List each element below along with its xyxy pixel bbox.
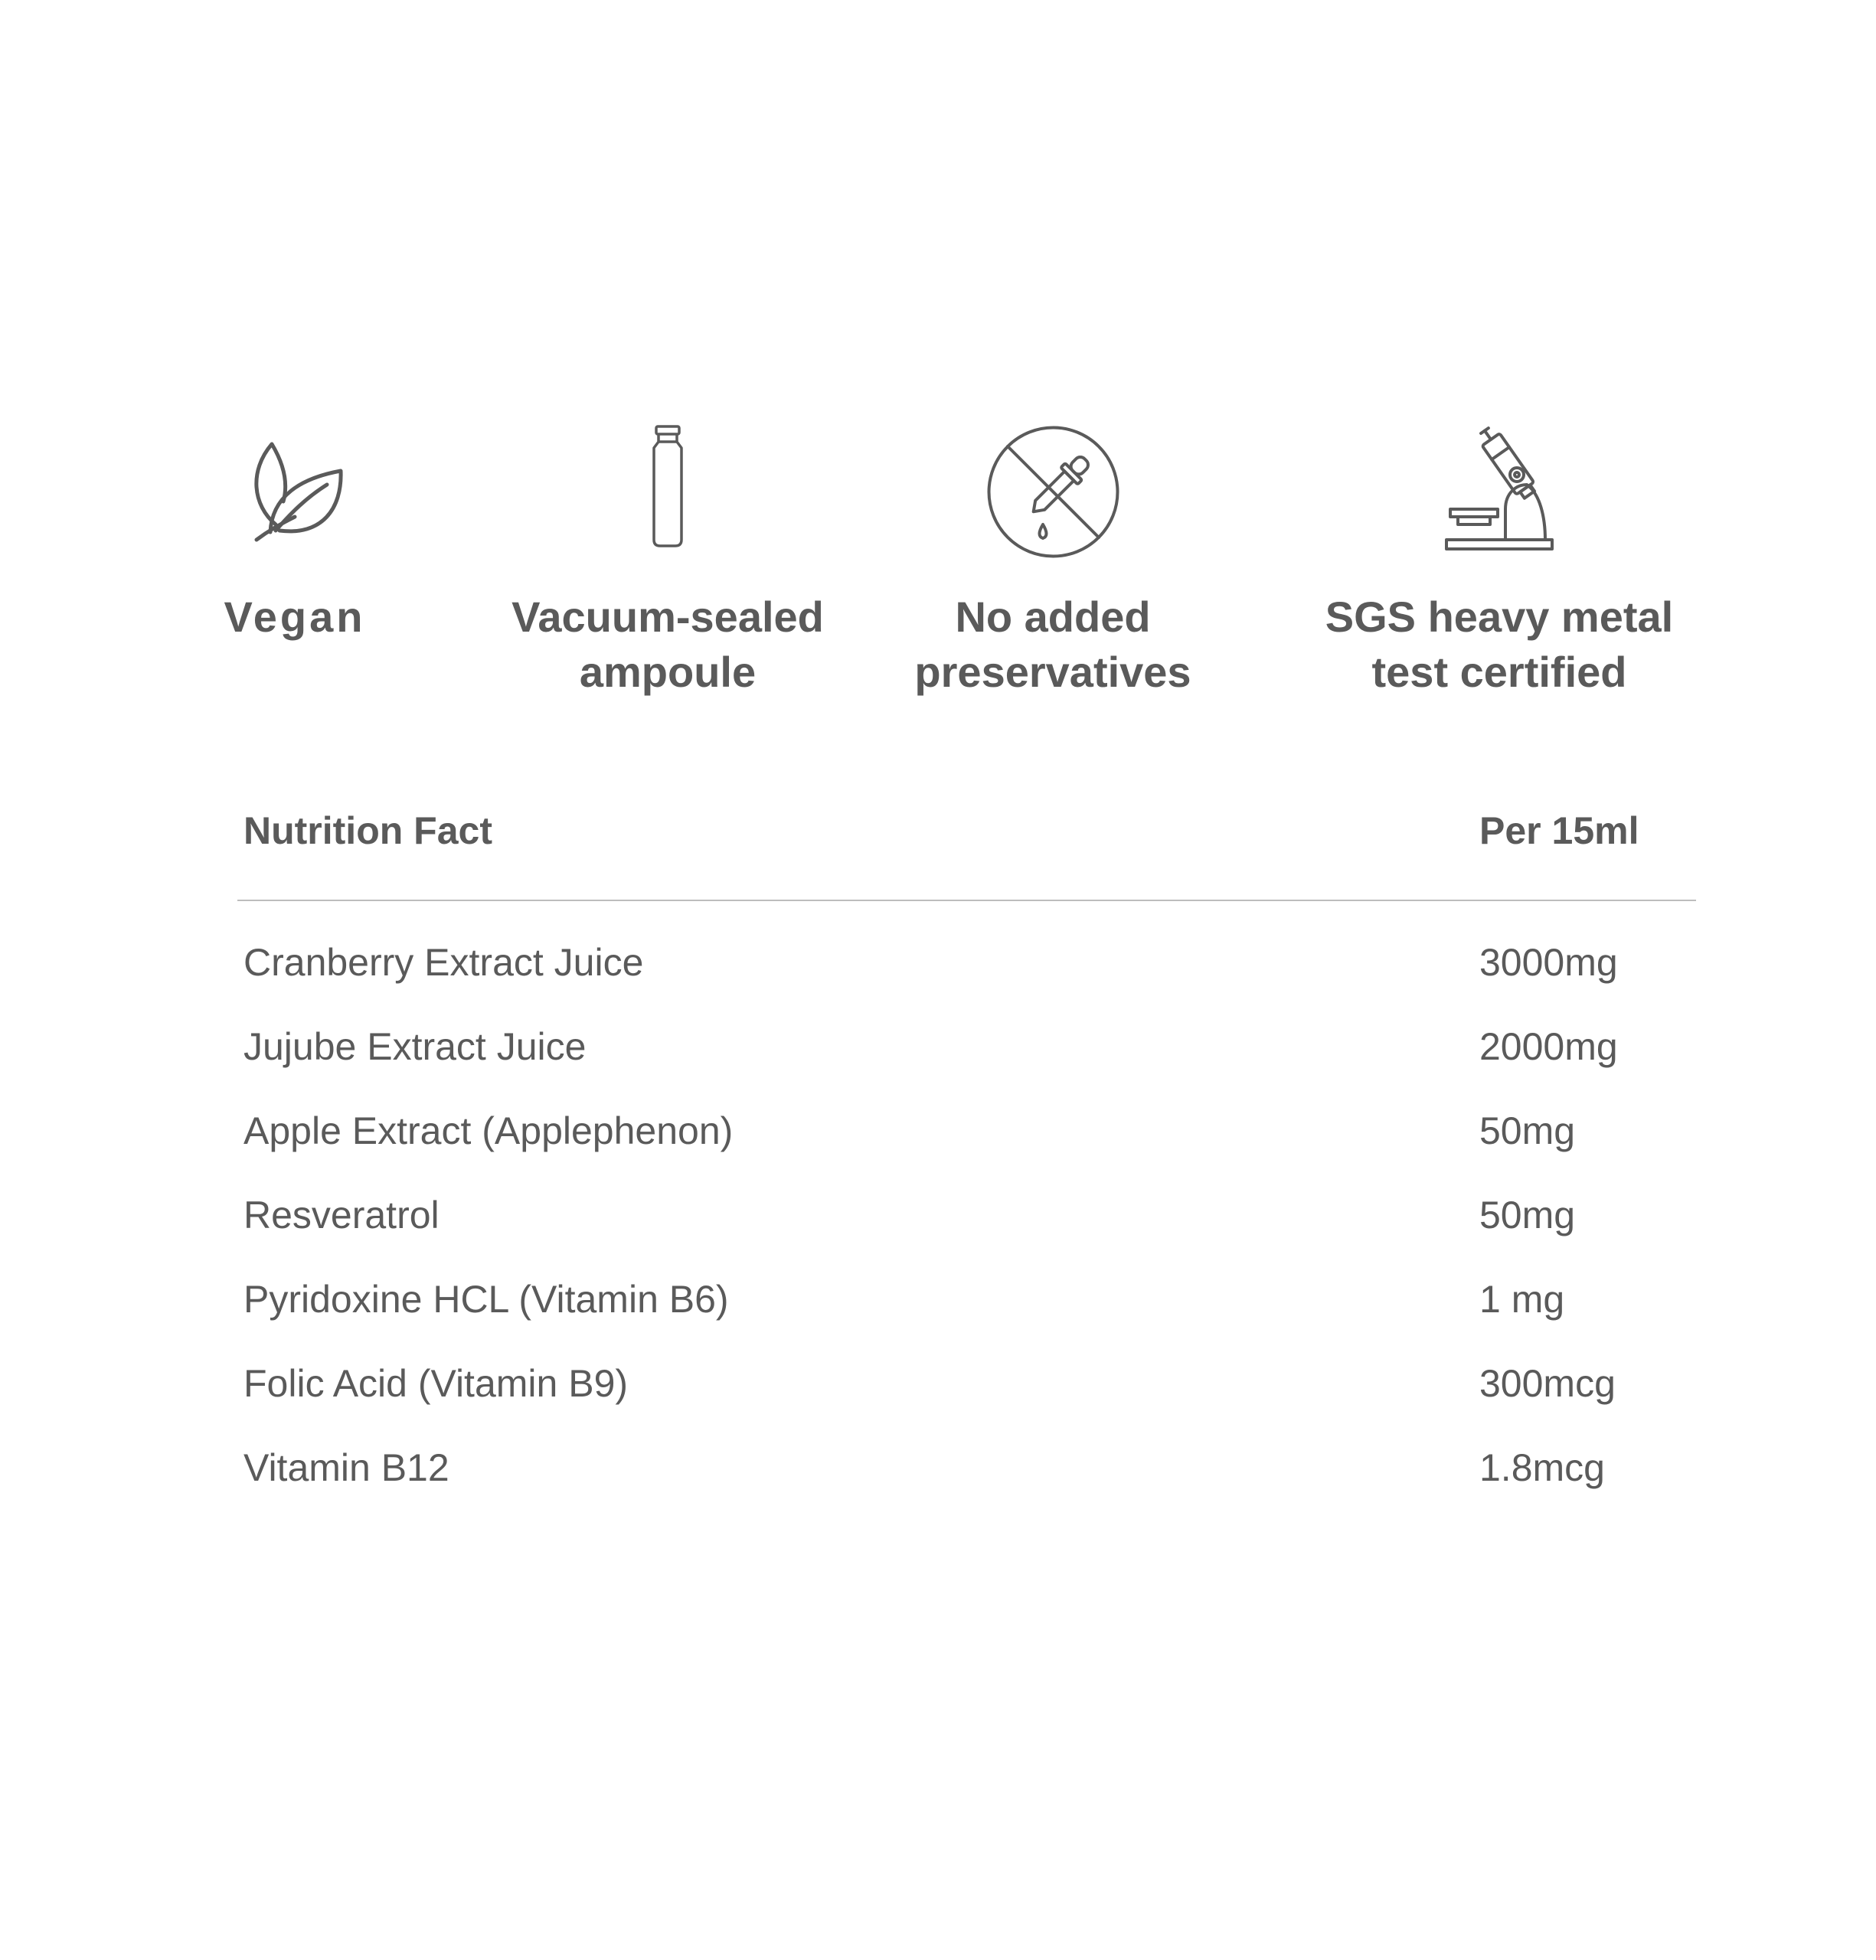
feature-vegan	[111, 425, 479, 645]
ingredient-amount: 300mcg	[1479, 1362, 1616, 1405]
ingredient-name: Apple Extract (Applephenon)	[243, 1109, 734, 1152]
ampoule-icon	[484, 425, 851, 559]
table-header	[237, 800, 1696, 901]
table-row	[237, 1353, 1696, 1437]
table-body	[237, 901, 1696, 1521]
feature-sgs-certified	[1315, 425, 1683, 700]
nutrition-table	[237, 800, 1696, 1521]
no-dropper-icon	[869, 425, 1237, 559]
ingredient-amount: 2000mg	[1479, 1025, 1618, 1068]
feature-no-preservatives	[869, 425, 1237, 700]
ingredient-name: Folic Acid (Vitamin B9)	[243, 1362, 629, 1405]
feature-label: SGS heavy metal test certified	[1325, 593, 1674, 696]
ingredient-name: Resveratrol	[243, 1194, 440, 1236]
ingredient-name: Pyridoxine HCL (Vitamin B6)	[243, 1278, 729, 1321]
table-row	[237, 932, 1696, 1016]
leaf-icon	[111, 425, 479, 559]
table-row	[237, 1437, 1696, 1521]
table-row	[237, 1016, 1696, 1100]
feature-ampoule	[484, 425, 851, 700]
ingredient-amount: 1 mg	[1479, 1278, 1565, 1321]
table-row	[237, 1100, 1696, 1184]
ingredient-name: Cranberry Extract Juice	[243, 941, 644, 984]
ingredient-amount: 3000mg	[1479, 941, 1618, 984]
ingredient-amount: 50mg	[1479, 1109, 1576, 1152]
table-row	[237, 1269, 1696, 1353]
column-header-nutrition-fact: Nutrition Fact	[243, 809, 492, 852]
feature-label: No added preservatives	[914, 593, 1191, 696]
ingredient-amount: 1.8mcg	[1479, 1446, 1605, 1489]
ingredient-name: Vitamin B12	[243, 1446, 449, 1489]
feature-label: Vacuum-sealed ampoule	[511, 593, 824, 696]
microscope-icon	[1315, 425, 1683, 559]
column-header-per-serving: Per 15ml	[1479, 809, 1639, 852]
ingredient-amount: 50mg	[1479, 1194, 1576, 1236]
table-row	[237, 1184, 1696, 1269]
feature-label: Vegan	[224, 593, 366, 641]
ingredient-name: Jujube Extract Juice	[243, 1025, 587, 1068]
